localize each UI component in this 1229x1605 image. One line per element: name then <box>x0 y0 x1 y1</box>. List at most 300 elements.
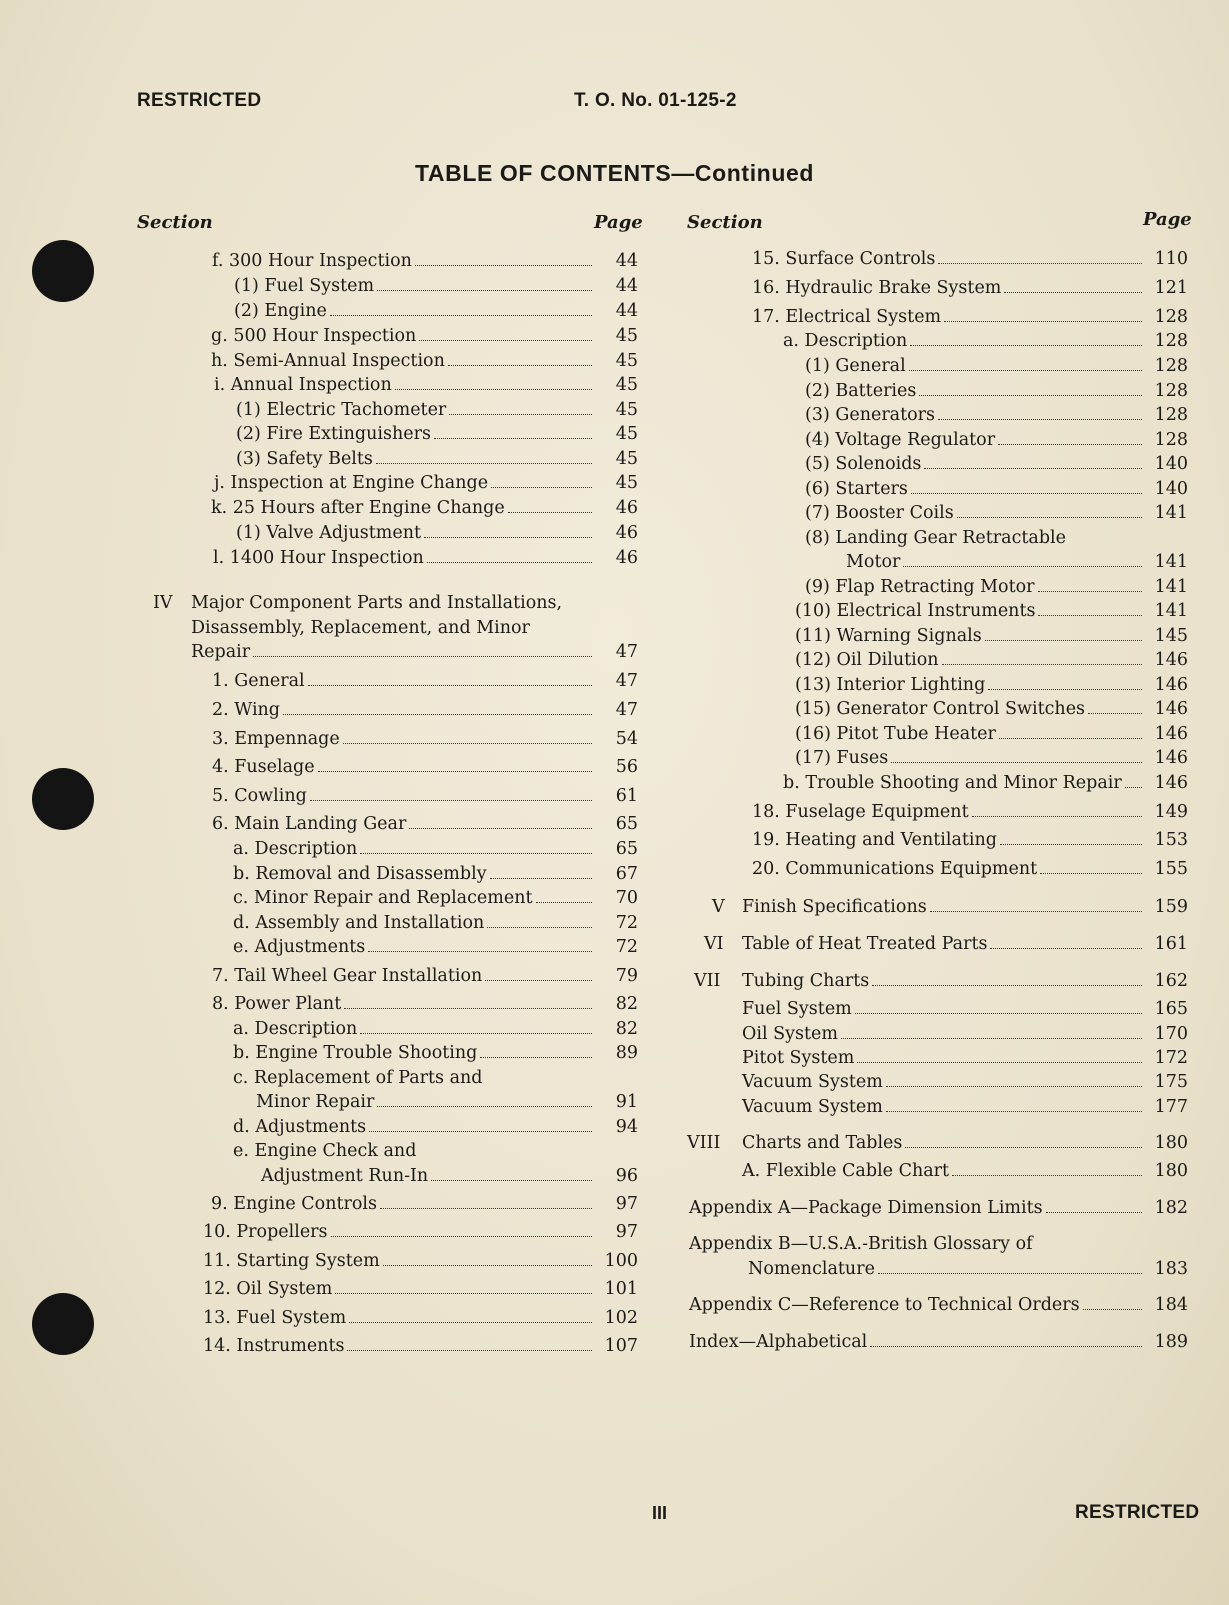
left-section-header: Section <box>137 212 213 233</box>
toc-entry[interactable] <box>689 1196 1188 1221</box>
toc-entry[interactable] <box>795 624 1188 649</box>
dot-leader <box>999 738 1142 739</box>
dot-leader <box>419 340 592 341</box>
toc-entry-page: 183 <box>1154 1259 1188 1279</box>
binder-hole-bottom <box>32 1293 94 1355</box>
toc-entry-label: Fuel System <box>742 999 852 1019</box>
toc-entry-label: 1. General <box>212 671 305 691</box>
dot-leader <box>431 1180 592 1181</box>
toc-entry-label: e. Adjustments <box>233 937 366 957</box>
toc-entry-label: 17. Electrical System <box>752 307 942 327</box>
toc-entry[interactable] <box>233 1041 638 1066</box>
toc-entry-label: d. Adjustments <box>233 1117 367 1137</box>
toc-entry-label: 12. Oil System <box>203 1279 333 1299</box>
dot-leader <box>343 743 592 744</box>
section-number: VI <box>704 934 724 954</box>
toc-entry[interactable] <box>212 698 638 723</box>
toc-entry-page: 79 <box>615 966 638 986</box>
dot-leader <box>1040 873 1142 874</box>
toc-entry[interactable] <box>236 422 638 447</box>
toc-entry-label: (3) Safety Belts <box>236 449 373 469</box>
toc-entry[interactable] <box>742 1159 1188 1184</box>
toc-entry[interactable] <box>233 1115 638 1140</box>
toc-entry-label: (1) Valve Adjustment <box>236 523 422 543</box>
toc-entry-page: 45 <box>615 375 638 395</box>
toc-entry-page: 121 <box>1154 278 1188 298</box>
toc-entry-page: 128 <box>1154 331 1188 351</box>
toc-entry-label: 14. Instruments <box>203 1336 345 1356</box>
toc-entry-label: b. Trouble Shooting and Minor Repair <box>783 773 1122 793</box>
header-restricted: RESTRICTED <box>137 90 262 111</box>
toc-entry-page: 165 <box>1154 999 1188 1019</box>
toc-entry-label: (6) Starters <box>805 479 908 499</box>
toc-entry[interactable] <box>795 746 1188 771</box>
dot-leader <box>924 468 1142 469</box>
toc-entry-label-line: Appendix B—U.S.A.-British Glossary of <box>689 1234 1033 1254</box>
toc-entry-label: d. Assembly and Installation <box>233 913 485 933</box>
toc-entry-label: (7) Booster Coils <box>805 503 954 523</box>
toc-entry-page: 141 <box>1154 601 1188 621</box>
toc-entry-page: 72 <box>615 913 638 933</box>
dot-leader <box>1004 292 1142 293</box>
toc-entry[interactable] <box>233 837 638 862</box>
toc-entry-page: 44 <box>615 276 638 296</box>
toc-entry-label: 18. Fuselage Equipment <box>752 802 969 822</box>
dot-leader <box>427 562 592 563</box>
toc-entry[interactable] <box>687 1131 1188 1156</box>
dot-leader <box>1038 615 1142 616</box>
toc-entry-page: 182 <box>1154 1198 1188 1218</box>
dot-leader <box>434 438 592 439</box>
toc-entry-label: 2. Wing <box>212 700 281 720</box>
toc-entry-label: (11) Warning Signals <box>795 626 982 646</box>
toc-entry-label: 8. Power Plant <box>212 994 342 1014</box>
toc-entry-page: 45 <box>615 449 638 469</box>
toc-entry-label: 19. Heating and Ventilating <box>752 830 997 850</box>
footer-page-number: III <box>652 1503 668 1523</box>
toc-entry-label: 7. Tail Wheel Gear Installation <box>212 966 483 986</box>
dot-leader <box>369 1131 592 1132</box>
toc-entry[interactable] <box>211 1192 638 1217</box>
toc-entry-page: 172 <box>1154 1048 1188 1068</box>
toc-entry-page: 94 <box>615 1117 638 1137</box>
toc-entry-page: 46 <box>615 548 638 568</box>
toc-entry-page: 162 <box>1154 971 1188 991</box>
right-section-header: Section <box>687 212 763 233</box>
dot-leader <box>318 771 592 772</box>
toc-entry[interactable] <box>846 550 1188 575</box>
dot-leader <box>972 816 1142 817</box>
toc-entry-page: 45 <box>615 424 638 444</box>
toc-entry-label: (1) Electric Tachometer <box>236 400 447 420</box>
toc-entry-label: 9. Engine Controls <box>211 1194 378 1214</box>
toc-entry[interactable] <box>795 599 1188 624</box>
dot-leader <box>377 1106 592 1107</box>
dot-leader <box>910 345 1142 346</box>
toc-entry[interactable] <box>233 935 638 960</box>
dot-leader <box>1046 1212 1142 1213</box>
section-number: VII <box>694 971 721 991</box>
dot-leader <box>508 512 592 513</box>
toc-entry-page: 146 <box>1154 675 1188 695</box>
toc-entry[interactable] <box>805 354 1188 379</box>
toc-entry[interactable] <box>805 428 1188 453</box>
toc-entry-label: a. Description <box>233 839 358 859</box>
section-title-line: Major Component Parts and Installations, <box>191 593 563 613</box>
toc-entry[interactable] <box>805 403 1188 428</box>
toc-entry-page: 47 <box>615 700 638 720</box>
toc-entry-page: 180 <box>1154 1161 1188 1181</box>
section-number: VIII <box>687 1133 721 1153</box>
dot-leader <box>360 1033 592 1034</box>
toc-entry-label: c. Minor Repair and Replacement <box>233 888 533 908</box>
toc-entry[interactable] <box>212 992 638 1017</box>
toc-entry[interactable] <box>214 471 638 496</box>
left-page-header: Page <box>594 212 643 233</box>
toc-entry[interactable] <box>233 886 638 911</box>
toc-entry[interactable] <box>212 812 638 837</box>
toc-entry-label: Minor Repair <box>256 1092 375 1112</box>
toc-entry[interactable] <box>752 828 1188 853</box>
dot-leader <box>938 263 1142 264</box>
toc-entry[interactable] <box>233 1017 638 1042</box>
toc-entry-page: 175 <box>1154 1072 1188 1092</box>
dot-leader <box>1083 1309 1142 1310</box>
dot-leader <box>872 985 1142 986</box>
toc-entry-page: 153 <box>1154 830 1188 850</box>
toc-entry-page: 146 <box>1154 724 1188 744</box>
toc-entry-page: 46 <box>615 523 638 543</box>
dot-leader <box>485 980 592 981</box>
toc-entry[interactable] <box>211 349 638 374</box>
toc-entry-label: k. 25 Hours after Engine Change <box>211 498 505 518</box>
toc-entry-label: Nomenclature <box>748 1259 875 1279</box>
toc-entry-label: 20. Communications Equipment <box>752 859 1038 879</box>
toc-entry-label-line: (8) Landing Gear Retractable <box>805 528 1066 548</box>
toc-entry[interactable] <box>752 800 1188 825</box>
dot-leader <box>1125 787 1142 788</box>
toc-entry-label: Index—Alphabetical <box>689 1332 868 1352</box>
toc-entry-page: 102 <box>604 1308 638 1328</box>
dot-leader <box>380 1208 592 1209</box>
dot-leader <box>985 640 1142 641</box>
toc-entry-label-line: e. Engine Check and <box>233 1141 417 1161</box>
toc-entry-page: 140 <box>1154 479 1188 499</box>
toc-entry-page: 159 <box>1154 897 1188 917</box>
toc-entry-page: 189 <box>1154 1332 1188 1352</box>
dot-leader <box>930 911 1142 912</box>
toc-entry-page: 45 <box>615 473 638 493</box>
dot-leader <box>335 1293 592 1294</box>
toc-entry-page: 45 <box>615 326 638 346</box>
toc-entry-label: Repair <box>191 642 251 662</box>
section-iv-heading[interactable] <box>153 591 562 616</box>
toc-entry[interactable] <box>742 1046 1188 1071</box>
toc-entry[interactable] <box>783 329 1188 354</box>
toc-entry-page: 101 <box>604 1279 638 1299</box>
toc-entry-label: Vacuum System <box>742 1072 883 1092</box>
page-title: TABLE OF CONTENTS—Continued <box>414 160 815 186</box>
toc-entry-label: 6. Main Landing Gear <box>212 814 407 834</box>
toc-entry[interactable] <box>742 1095 1188 1120</box>
dot-leader <box>886 1086 1142 1087</box>
toc-entry[interactable] <box>805 379 1188 404</box>
toc-entry-page: 54 <box>615 729 638 749</box>
toc-entry[interactable] <box>211 324 638 349</box>
toc-entry[interactable] <box>212 784 638 809</box>
toc-entry[interactable] <box>212 249 638 274</box>
dot-leader <box>857 1062 1142 1063</box>
toc-entry[interactable] <box>233 862 638 887</box>
toc-entry-page: 45 <box>615 400 638 420</box>
toc-entry-page: 110 <box>1154 249 1188 269</box>
toc-entry-label-line: c. Replacement of Parts and <box>233 1068 483 1088</box>
dot-leader <box>383 1265 592 1266</box>
dot-leader <box>903 566 1142 567</box>
toc-entry-label: h. Semi-Annual Inspection <box>211 351 445 371</box>
toc-entry-page: 97 <box>615 1194 638 1214</box>
toc-entry-page: 47 <box>615 671 638 691</box>
toc-entry-page: 82 <box>615 994 638 1014</box>
dot-leader <box>988 689 1142 690</box>
toc-entry[interactable] <box>236 398 638 423</box>
dot-leader <box>409 828 592 829</box>
toc-entry[interactable] <box>233 911 638 936</box>
toc-entry-page: 91 <box>615 1092 638 1112</box>
toc-entry-label: (13) Interior Lighting <box>795 675 986 695</box>
dot-leader <box>944 321 1142 322</box>
footer-restricted: RESTRICTED <box>1075 1502 1200 1523</box>
dot-leader <box>360 853 592 854</box>
dot-leader <box>998 444 1142 445</box>
toc-entry-label: 10. Propellers <box>203 1222 328 1242</box>
toc-entry-page: 170 <box>1154 1024 1188 1044</box>
toc-entry-label: Motor <box>846 552 901 572</box>
toc-entry-page: 141 <box>1154 577 1188 597</box>
dot-leader <box>909 370 1142 371</box>
toc-entry[interactable] <box>742 1070 1188 1095</box>
toc-entry-label: Vacuum System <box>742 1097 883 1117</box>
toc-entry[interactable] <box>795 722 1188 747</box>
dot-leader <box>919 395 1142 396</box>
dot-leader <box>376 463 592 464</box>
toc-entry-label: 3. Empennage <box>212 729 340 749</box>
toc-entry-page: 140 <box>1154 454 1188 474</box>
toc-entry-label: Oil System <box>742 1024 838 1044</box>
toc-entry[interactable] <box>689 1330 1188 1355</box>
toc-entry-page: 146 <box>1154 773 1188 793</box>
dot-leader <box>283 714 592 715</box>
dot-leader <box>330 315 592 316</box>
toc-entry-label: Finish Specifications <box>742 897 927 917</box>
dot-leader <box>1000 844 1142 845</box>
dot-leader <box>491 487 592 488</box>
toc-entry[interactable] <box>795 673 1188 698</box>
toc-entry[interactable] <box>689 1293 1188 1318</box>
toc-entry-page: 97 <box>615 1222 638 1242</box>
toc-entry-label: 5. Cowling <box>212 786 307 806</box>
toc-entry-page: 89 <box>615 1043 638 1063</box>
toc-entry-page: 44 <box>615 251 638 271</box>
dot-leader <box>1088 713 1142 714</box>
dot-leader <box>938 419 1142 420</box>
dot-leader <box>905 1147 1142 1148</box>
toc-entry[interactable] <box>213 546 638 571</box>
toc-entry[interactable] <box>748 1257 1188 1282</box>
binder-hole-top <box>32 240 94 302</box>
toc-entry-page: 161 <box>1154 934 1188 954</box>
dot-leader <box>347 1350 592 1351</box>
toc-entry-page: 184 <box>1154 1295 1188 1315</box>
dot-leader <box>942 664 1142 665</box>
dot-leader <box>395 389 592 390</box>
toc-entry-label: f. 300 Hour Inspection <box>212 251 412 271</box>
toc-entry[interactable] <box>805 452 1188 477</box>
dot-leader <box>377 290 592 291</box>
toc-entry-page: 107 <box>604 1336 638 1356</box>
toc-entry[interactable] <box>203 1306 638 1331</box>
toc-entry[interactable] <box>704 932 1188 957</box>
toc-entry[interactable] <box>214 373 638 398</box>
toc-entry-label: (16) Pitot Tube Heater <box>795 724 996 744</box>
toc-entry-label: j. Inspection at Engine Change <box>214 473 489 493</box>
dot-leader <box>310 800 592 801</box>
toc-entry[interactable] <box>203 1277 638 1302</box>
toc-entry-page: 44 <box>615 301 638 321</box>
toc-entry[interactable] <box>805 575 1188 600</box>
toc-entry-page: 146 <box>1154 699 1188 719</box>
section-number: IV <box>153 593 173 613</box>
toc-entry-label: Charts and Tables <box>742 1133 903 1153</box>
toc-entry[interactable] <box>203 1334 638 1359</box>
toc-entry[interactable] <box>191 640 638 665</box>
toc-entry-label: A. Flexible Cable Chart <box>742 1161 950 1181</box>
toc-entry-label: 11. Starting System <box>203 1251 380 1271</box>
toc-entry[interactable] <box>795 697 1188 722</box>
dot-leader <box>878 1273 1142 1274</box>
dot-leader <box>841 1038 1142 1039</box>
toc-entry-page: 141 <box>1154 503 1188 523</box>
toc-entry-page: 177 <box>1154 1097 1188 1117</box>
toc-entry-page: 141 <box>1154 552 1188 572</box>
dot-leader <box>990 948 1142 949</box>
toc-entry-page: 149 <box>1154 802 1188 822</box>
toc-entry-page: 61 <box>615 786 638 806</box>
toc-entry-label: 4. Fuselage <box>212 757 315 777</box>
toc-entry[interactable] <box>212 964 638 989</box>
toc-entry-page: 67 <box>615 864 638 884</box>
toc-entry-page: 72 <box>615 937 638 957</box>
toc-entry-page: 45 <box>615 351 638 371</box>
dot-leader <box>480 1057 592 1058</box>
dot-leader <box>253 656 592 657</box>
toc-entry[interactable] <box>795 648 1188 673</box>
toc-entry[interactable] <box>805 477 1188 502</box>
toc-entry[interactable] <box>236 521 638 546</box>
toc-entry-page: 128 <box>1154 405 1188 425</box>
dot-leader <box>855 1013 1142 1014</box>
toc-entry[interactable] <box>212 755 638 780</box>
toc-entry[interactable] <box>694 969 1188 994</box>
toc-entry-page: 56 <box>615 757 638 777</box>
toc-entry[interactable] <box>234 274 638 299</box>
toc-entry-label: (5) Solenoids <box>805 454 922 474</box>
toc-entry-label: (4) Voltage Regulator <box>805 430 996 450</box>
toc-entry[interactable] <box>752 276 1188 301</box>
toc-entry[interactable] <box>203 1249 638 1274</box>
toc-entry-page: 70 <box>615 888 638 908</box>
toc-entry-label: (17) Fuses <box>795 748 889 768</box>
toc-entry-page: 100 <box>604 1251 638 1271</box>
toc-entry[interactable] <box>783 771 1188 796</box>
toc-entry-label: Appendix C—Reference to Technical Orders <box>689 1295 1080 1315</box>
dot-leader <box>1038 591 1142 592</box>
toc-entry-page: 128 <box>1154 307 1188 327</box>
toc-entry-label: Table of Heat Treated Parts <box>742 934 988 954</box>
right-page-header: Page <box>1143 209 1192 230</box>
toc-entry-label: 15. Surface Controls <box>752 249 936 269</box>
dot-leader <box>349 1322 592 1323</box>
toc-entry-label: (3) Generators <box>805 405 936 425</box>
toc-entry[interactable] <box>212 727 638 752</box>
toc-entry-label: 13. Fuel System <box>203 1308 347 1328</box>
dot-leader <box>911 493 1142 494</box>
toc-entry[interactable] <box>712 895 1188 920</box>
toc-entry-label: b. Removal and Disassembly <box>233 864 487 884</box>
toc-entry-label: (15) Generator Control Switches <box>795 699 1086 719</box>
dot-leader <box>449 414 592 415</box>
header-document-number: T. O. No. 01-125-2 <box>574 90 737 111</box>
dot-leader <box>448 365 592 366</box>
toc-entry[interactable] <box>236 447 638 472</box>
toc-entry[interactable] <box>211 496 638 521</box>
toc-entry-page: 180 <box>1154 1133 1188 1153</box>
toc-entry[interactable] <box>212 669 638 694</box>
dot-leader <box>870 1346 1142 1347</box>
toc-entry-page: 46 <box>615 498 638 518</box>
section-number: V <box>712 897 725 917</box>
toc-entry[interactable] <box>261 1164 638 1189</box>
toc-entry-label: (9) Flap Retracting Motor <box>805 577 1035 597</box>
toc-entry[interactable] <box>752 247 1188 272</box>
toc-entry[interactable] <box>752 305 1188 330</box>
toc-entry-label: (1) General <box>805 356 906 376</box>
toc-entry-label: (10) Electrical Instruments <box>795 601 1036 621</box>
dot-leader <box>424 537 592 538</box>
toc-entry[interactable] <box>742 1022 1188 1047</box>
toc-entry-page: 145 <box>1154 626 1188 646</box>
toc-entry[interactable] <box>752 857 1188 882</box>
toc-entry-label: Appendix A—Package Dimension Limits <box>689 1198 1043 1218</box>
toc-entry-label: 16. Hydraulic Brake System <box>752 278 1002 298</box>
toc-entry-label: a. Description <box>783 331 908 351</box>
toc-entry-label: (2) Batteries <box>805 381 917 401</box>
toc-entry[interactable] <box>805 501 1188 526</box>
toc-entry[interactable] <box>203 1220 638 1245</box>
toc-entry[interactable] <box>742 997 1188 1022</box>
toc-entry[interactable] <box>256 1090 638 1115</box>
section-title-line: Disassembly, Replacement, and Minor <box>191 618 530 638</box>
toc-entry-page: 96 <box>615 1166 638 1186</box>
dot-leader <box>957 517 1142 518</box>
toc-entry[interactable] <box>234 299 638 324</box>
toc-entry-label: (12) Oil Dilution <box>795 650 939 670</box>
toc-entry-page: 146 <box>1154 650 1188 670</box>
toc-entry-page: 65 <box>615 839 638 859</box>
toc-entry-label: (2) Fire Extinguishers <box>236 424 431 444</box>
dot-leader <box>886 1111 1142 1112</box>
toc-entry-page: 65 <box>615 814 638 834</box>
